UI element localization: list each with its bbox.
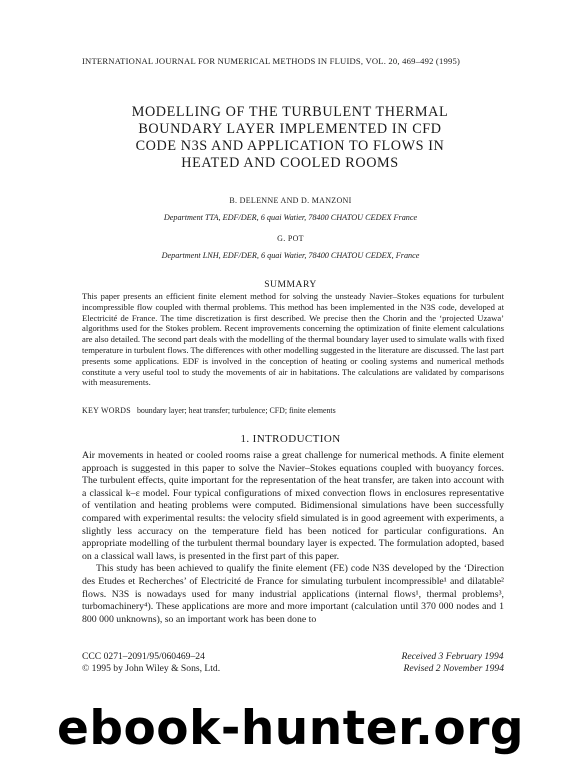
title-line: HEATED AND COOLED ROOMS [181, 155, 399, 171]
title-line: CODE N3S AND APPLICATION TO FLOWS IN [135, 138, 445, 154]
ccc-code: CCC 0271–2091/95/060469–24 [82, 651, 205, 662]
keywords-list: boundary layer; heat transfer; turbulence; CFD; finite elements [136, 406, 336, 415]
affiliation-secondary: Department LNH, EDF/DER, 6 quai Watier, 78400 CHATOU CEDEX, France [161, 251, 420, 260]
introduction-body [82, 450, 504, 626]
affiliation-primary: Department TTA, EDF/DER, 6 quai Watier, 78400 CHATOU CEDEX France [163, 213, 418, 222]
copyright-line: © 1995 by John Wiley & Sons, Ltd. [82, 663, 221, 674]
title-line: BOUNDARY LAYER IMPLEMENTED IN CFD [138, 121, 442, 137]
footer-publication-info [82, 651, 220, 675]
journal-header: INTERNATIONAL JOURNAL FOR NUMERICAL METHODS IN FLUIDS, VOL. 20, 469–492 (1995) [82, 56, 461, 66]
authors-secondary: G. POT [277, 234, 304, 243]
received-date: Received 3 February 1994 [401, 651, 504, 662]
revised-date: Revised 2 November 1994 [403, 663, 504, 674]
keywords-line [82, 406, 504, 415]
body-paragraph: Air movements in heated or cooled rooms raise a great challenge for numerical methods. A finite element approach is suggested in this paper to solve the Navier–Stokes equations coupled with buoyancy forces. The turbulent effects, quite important for the representation of the heat transfer, are taken into account with a classical k–ε model. Four typical configurations of mixed convection flows in enclosures representative of ventilation and heating problems were computed. Bidimensional simulations have been successfully compared with experimental results: the velocity sfield simulated is in good agreement with experiments, a slightly less accuracy on the temperature field has been noticed for particular configurations. An appropriate modelling of the turbulent thermal boundary layer is expected. The formulation adopted, based on a classical wall laws, is presented in the first part of this paper. [82, 450, 504, 562]
authors-primary: B. DELENNE AND D. MANZONI [229, 196, 352, 205]
summary-heading: SUMMARY [264, 279, 317, 290]
paper-title [70, 104, 510, 172]
abstract-text: This paper presents an efficient finite element method for solving the unsteady Navier–Stokes equations for turbulent incompressible flow coupled with thermal problems. This method has been implemented in the N3S code, developed at Electricité de France. The time discretization is first described. We precise then the Chorin and the ‘projected Uzawa’ algorithms used for the Stokes problem. Recent improvements concerning the optimization of finite element calculations are also detailed. The second part deals with the modelling of the thermal boundary layer used to simulate walls with fixed temperature in turbulent flows. The differences with other modelling suggested in the literature are discussed. The last part presents some applications. EDF is involved in the conception of heating or cooling systems and numerical methods constitute a very useful tool to study the movements of air in habitations. The calculations are validated by comparisons with measurements. [82, 291, 504, 388]
watermark-text: ebook-hunter.org [56, 701, 525, 756]
keywords-label: KEY WORDS [82, 406, 131, 415]
footer-dates [402, 651, 504, 675]
section-heading: 1. INTRODUCTION [240, 433, 341, 445]
body-paragraph: This study has been achieved to qualify the finite element (FE) code N3S developed by the ‘Direction des Etudes et Recherches’ of Electricité de France for simulating turbulent incompressible¹ and dilatable² flows. N3S is nowadays used for many industrial applications (internal flows¹, thermal problems³, turbomachinery⁴). These applications are more and more important (calculation until 370 000 nodes and 1 800 000 unknowns), so an important work has been done to [82, 563, 504, 625]
title-line: MODELLING OF THE TURBULENT THERMAL [131, 104, 449, 120]
